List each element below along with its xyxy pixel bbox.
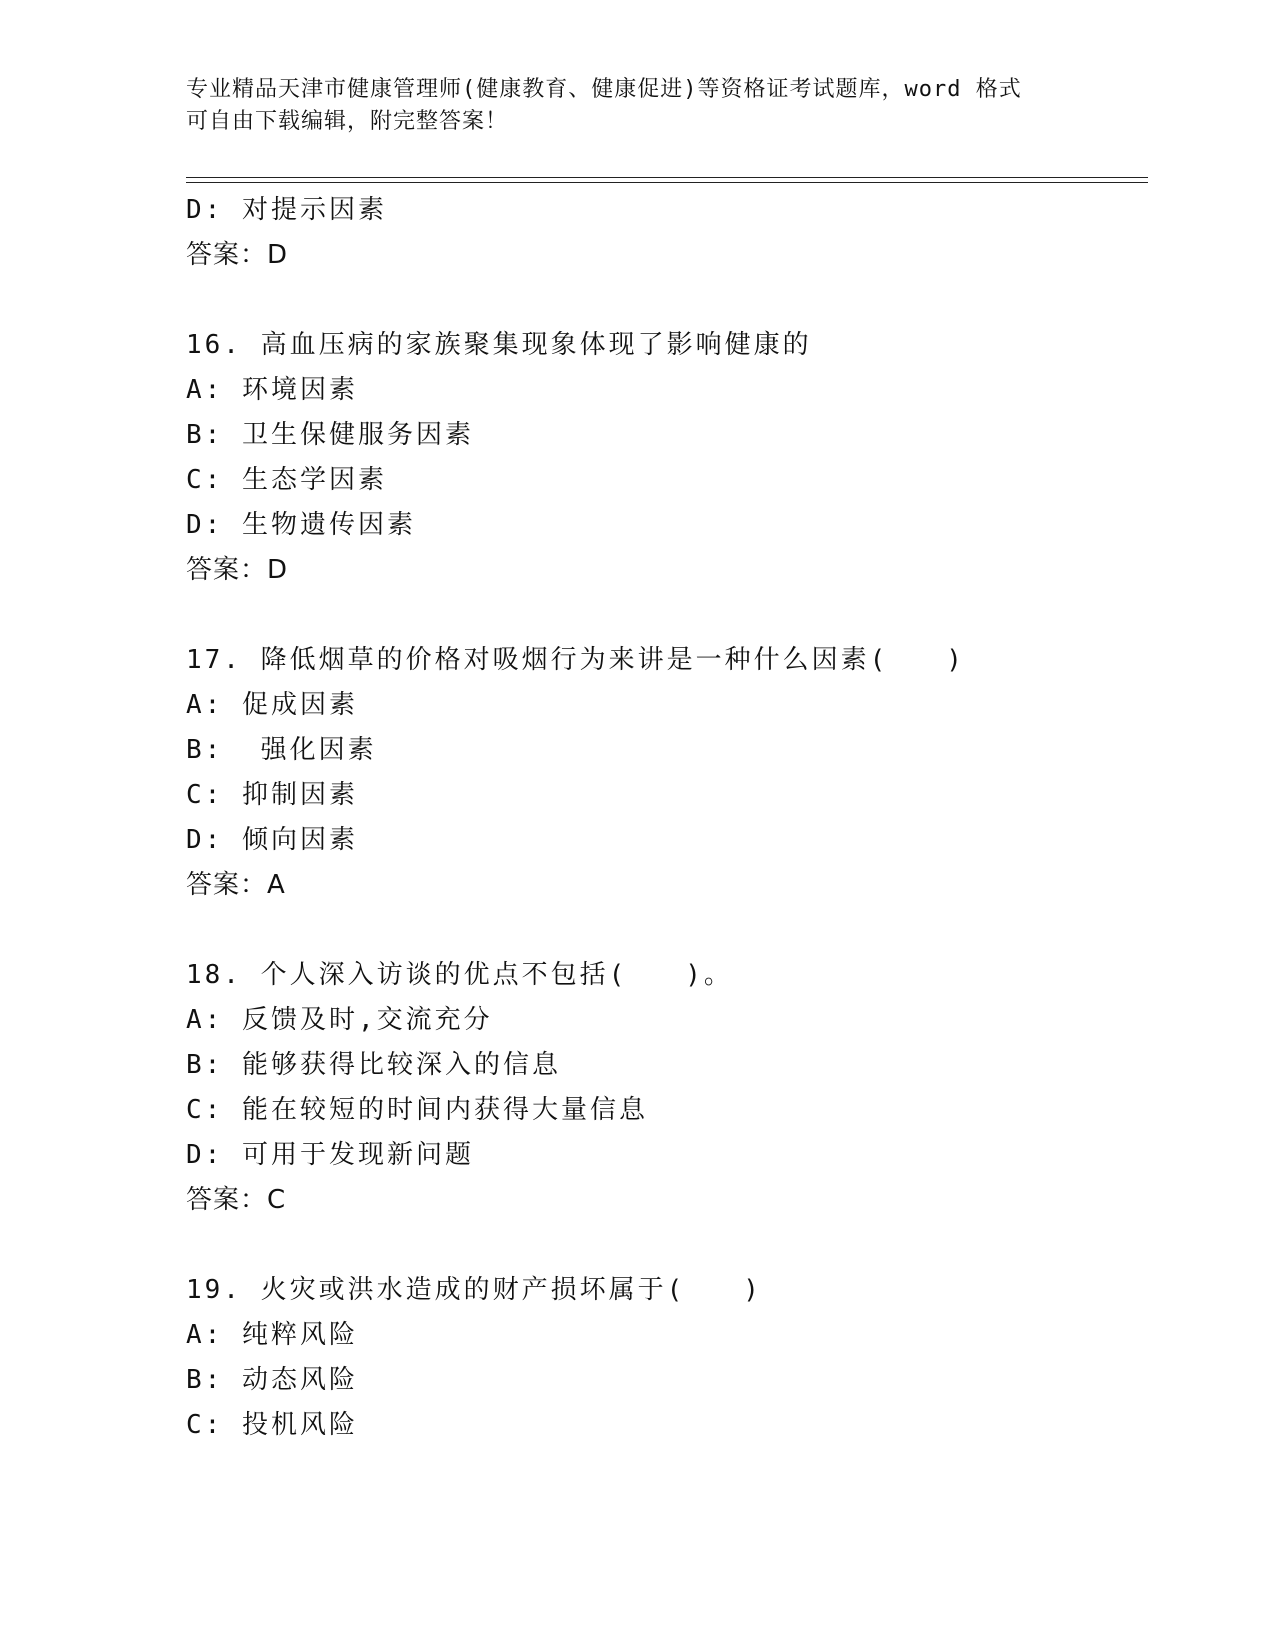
header-line-2: 可自由下载编辑，附完整答案！ bbox=[186, 109, 509, 134]
header-rule-bottom bbox=[186, 182, 1148, 183]
option-c: C: 投机风险 bbox=[186, 1410, 358, 1440]
question-stem: 17. 降低烟草的价格对吸烟行为来讲是一种什么因素( ) bbox=[186, 645, 965, 675]
option-d: D: 生物遗传因素 bbox=[186, 510, 416, 540]
option-a: A: 纯粹风险 bbox=[186, 1320, 358, 1350]
header-line-1: 专业精品天津市健康管理师(健康教育、健康促进)等资格证考试题库，word 格式 bbox=[186, 77, 1022, 102]
option-b: B: 卫生保健服务因素 bbox=[186, 420, 474, 450]
option-b: B: 强化因素 bbox=[186, 735, 377, 765]
prev-answer: 答案：D bbox=[186, 240, 289, 270]
spacer bbox=[186, 1223, 1146, 1268]
question-list bbox=[186, 188, 1146, 1448]
option-c: C: 生态学因素 bbox=[186, 465, 387, 495]
option-b: B: 动态风险 bbox=[186, 1365, 358, 1395]
option-c: C: 抑制因素 bbox=[186, 780, 358, 810]
answer: 答案：C bbox=[186, 1185, 287, 1215]
answer: 答案：A bbox=[186, 870, 286, 900]
option-b: B: 能够获得比较深入的信息 bbox=[186, 1050, 561, 1080]
answer: 答案：D bbox=[186, 555, 289, 585]
question-stem: 19. 火灾或洪水造成的财产损坏属于( ) bbox=[186, 1275, 762, 1305]
spacer bbox=[186, 908, 1146, 953]
option-a: A: 环境因素 bbox=[186, 375, 358, 405]
option-a: A: 反馈及时,交流充分 bbox=[186, 1005, 493, 1035]
document-header bbox=[186, 74, 1086, 138]
spacer bbox=[186, 278, 1146, 323]
spacer bbox=[186, 593, 1146, 638]
prev-option-d: D: 对提示因素 bbox=[186, 195, 387, 225]
option-d: D: 可用于发现新问题 bbox=[186, 1140, 474, 1170]
question-stem: 18. 个人深入访谈的优点不包括( )。 bbox=[186, 960, 733, 990]
option-c: C: 能在较短的时间内获得大量信息 bbox=[186, 1095, 648, 1125]
option-a: A: 促成因素 bbox=[186, 690, 358, 720]
question-stem: 16. 高血压病的家族聚集现象体现了影响健康的 bbox=[186, 330, 812, 360]
header-rule-top bbox=[186, 177, 1148, 178]
option-d: D: 倾向因素 bbox=[186, 825, 358, 855]
